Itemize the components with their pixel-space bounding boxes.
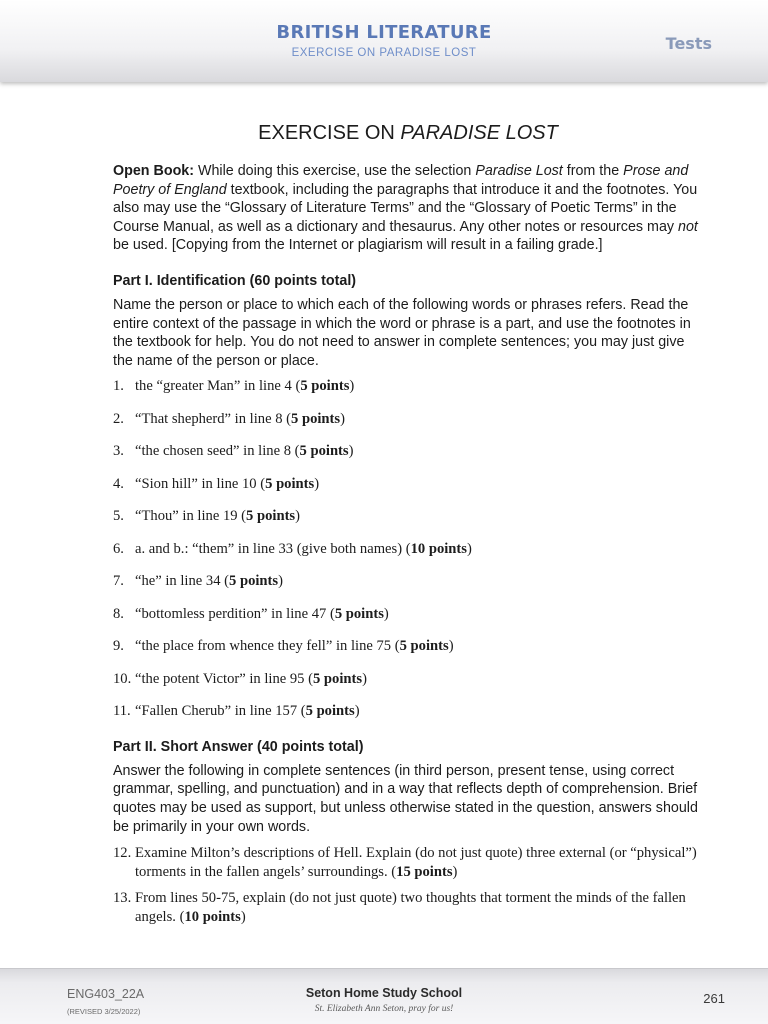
question-prompt: “Fallen Cherub” in line 157 ( bbox=[135, 703, 306, 720]
question-close: ) bbox=[448, 638, 454, 655]
question-number: 11. bbox=[113, 703, 131, 720]
part2-question-list bbox=[113, 844, 703, 926]
question-text bbox=[135, 410, 703, 429]
question-number: 7. bbox=[113, 573, 124, 590]
intro-text-4: be used. [Copying from the Internet or plagiarism will result in a failing grade.] bbox=[113, 237, 603, 254]
question-points: 10 points bbox=[184, 908, 241, 925]
question-text bbox=[135, 572, 703, 591]
question-close: ) bbox=[278, 573, 283, 590]
question-text bbox=[135, 377, 703, 396]
question-text bbox=[135, 605, 703, 624]
question-prompt: “Thou” in line 19 ( bbox=[135, 508, 247, 525]
intro-italic-2: Prose and Poetry of England bbox=[113, 163, 689, 198]
question-text bbox=[135, 507, 703, 526]
question-prompt: a. and b.: “them” in line 33 (give both names) ( bbox=[135, 540, 411, 557]
question-text bbox=[135, 702, 703, 721]
question-points: 5 points bbox=[229, 573, 279, 590]
school-name: Seton Home Study School bbox=[305, 986, 463, 1000]
question-number: 5. bbox=[113, 508, 124, 525]
question-number: 12. bbox=[113, 845, 132, 862]
page-footer bbox=[0, 968, 768, 1024]
question-prompt: the “greater Man” in line 4 ( bbox=[135, 378, 301, 395]
question-item bbox=[113, 410, 703, 429]
question-item bbox=[113, 670, 703, 689]
question-number: 10. bbox=[113, 670, 132, 687]
question-item bbox=[113, 889, 703, 926]
question-item bbox=[113, 844, 703, 881]
intro-text-1: While doing this exercise, use the selection bbox=[194, 163, 476, 179]
question-number: 9. bbox=[113, 638, 124, 655]
question-text bbox=[135, 844, 703, 881]
school-motto: St. Elizabeth Ann Seton, pray for us! bbox=[314, 1004, 454, 1014]
question-points: 5 points bbox=[300, 378, 350, 395]
question-number: 6. bbox=[113, 540, 124, 557]
question-points: 5 points bbox=[305, 703, 355, 720]
question-close: ) bbox=[383, 605, 389, 622]
question-points: 15 points bbox=[396, 863, 453, 880]
question-item bbox=[113, 507, 703, 526]
question-close: ) bbox=[240, 908, 246, 925]
question-close: ) bbox=[340, 410, 345, 427]
question-points: 5 points bbox=[291, 410, 341, 427]
intro-text-2: from the bbox=[562, 163, 624, 179]
page-title-prefix: EXERCISE ON bbox=[258, 122, 401, 144]
question-prompt: “the place from whence they fell” in line 75 ( bbox=[135, 638, 400, 655]
question-prompt: “he” in line 34 ( bbox=[135, 573, 230, 590]
question-text bbox=[135, 475, 703, 494]
question-points: 5 points bbox=[299, 443, 349, 460]
question-number: 8. bbox=[113, 605, 124, 622]
question-prompt: “That shepherd” in line 8 ( bbox=[135, 410, 292, 427]
page-title bbox=[113, 122, 703, 145]
question-number: 1. bbox=[113, 378, 124, 395]
question-item bbox=[113, 442, 703, 461]
question-close: ) bbox=[348, 443, 354, 460]
part2-heading: Part II. Short Answer (40 points total) bbox=[113, 738, 364, 755]
course-subtitle: EXERCISE ON PARADISE LOST bbox=[291, 47, 477, 59]
question-close: ) bbox=[349, 378, 355, 395]
question-prompt: “bottomless perdition” in line 47 ( bbox=[135, 605, 335, 622]
question-prompt: Examine Milton’s descriptions of Hell. Explain (do not just quote) three external (or “physical”) torments in the fallen angels’ surroundings. ( bbox=[135, 845, 697, 880]
question-points: 5 points bbox=[246, 508, 296, 525]
question-text bbox=[135, 670, 703, 689]
question-points: 10 points bbox=[410, 540, 467, 557]
question-number: 2. bbox=[113, 410, 124, 427]
part1-question-list bbox=[113, 377, 703, 721]
question-prompt: From lines 50-75, explain (do not just quote) two thoughts that torment the minds of the fallen angels. ( bbox=[135, 890, 686, 925]
question-close: ) bbox=[314, 475, 320, 492]
question-text bbox=[135, 889, 703, 926]
section-tab-tests: Tests bbox=[665, 34, 712, 53]
question-close: ) bbox=[354, 703, 360, 720]
question-close: ) bbox=[466, 540, 472, 557]
question-item bbox=[113, 637, 703, 656]
question-close: ) bbox=[452, 863, 458, 880]
intro-paragraph bbox=[113, 162, 703, 255]
question-points: 5 points bbox=[265, 475, 315, 492]
question-item bbox=[113, 377, 703, 396]
question-number: 13. bbox=[113, 890, 132, 907]
intro-italic-1: Paradise Lost bbox=[475, 163, 563, 179]
question-points: 5 points bbox=[399, 638, 449, 655]
question-points: 5 points bbox=[334, 605, 384, 622]
course-code: ENG403_22A bbox=[67, 987, 145, 1001]
question-item bbox=[113, 702, 703, 721]
question-text bbox=[135, 637, 703, 656]
revision-date: (REVISED 3/25/2022) bbox=[67, 1007, 141, 1016]
question-prompt: “Sion hill” in line 10 ( bbox=[135, 475, 266, 492]
question-points: 5 points bbox=[312, 670, 363, 687]
question-close: ) bbox=[362, 670, 367, 687]
page-title-italic: PARADISE LOST bbox=[400, 122, 558, 144]
question-number: 3. bbox=[113, 443, 124, 460]
part1-instructions: Name the person or place to which each of the following words or phrases refers. Read the entire context of the passage in which the word or phrase is a part, and use the footnotes in the textbook for help. You do not need to answer in complete sentences; you may just give the name of the person or place. bbox=[113, 296, 691, 369]
course-title: BRITISH LITERATURE bbox=[276, 22, 492, 43]
page-number: 261 bbox=[703, 991, 725, 1006]
question-item bbox=[113, 540, 703, 559]
page-header bbox=[0, 0, 768, 82]
question-text bbox=[135, 540, 703, 559]
question-item bbox=[113, 572, 703, 591]
intro-italic-3: not bbox=[678, 218, 698, 235]
intro-lead: Open Book: bbox=[113, 163, 195, 179]
document-body bbox=[113, 122, 703, 926]
question-item bbox=[113, 605, 703, 624]
question-number: 4. bbox=[113, 475, 124, 492]
question-item bbox=[113, 475, 703, 494]
question-prompt: “the chosen seed” in line 8 ( bbox=[135, 443, 300, 460]
question-prompt: “the potent Victor” in line 95 ( bbox=[135, 670, 313, 687]
intro-text-3: textbook, including the paragraphs that introduce it and the footnotes. You also may use the “Glossary of Literature Terms” and the “Glossary of Poetic Terms” in the Course Manual, as well as a dictionary and thesaurus. Any other notes or resources may bbox=[113, 181, 698, 235]
part1-heading: Part I. Identification (60 points total) bbox=[113, 272, 357, 289]
part2-instructions: Answer the following in complete sentences (in third person, present tense, using correct grammar, spelling, and punctuation) and in a way that reflects depth of comprehension. Brief quotes may be used as support, but unless otherwise stated in the question, answers should be primarily in your own words. bbox=[113, 762, 698, 835]
question-close: ) bbox=[295, 508, 300, 525]
question-text bbox=[135, 442, 703, 461]
